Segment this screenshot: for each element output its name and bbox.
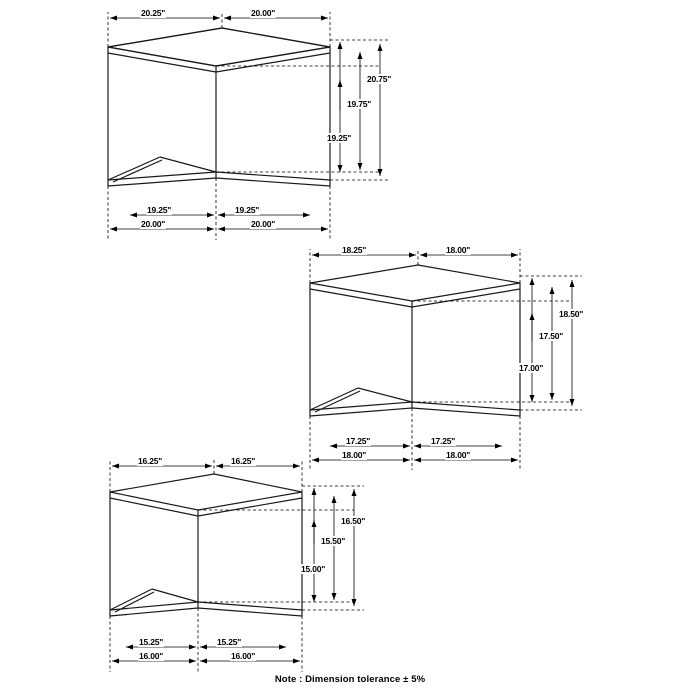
tolerance-note: Note : Dimension tolerance ± 5% — [274, 674, 426, 685]
small-top-width-left: 16.25" — [138, 456, 163, 466]
medium-top-width-right: 18.00" — [446, 245, 471, 255]
medium-table-drawing — [200, 235, 620, 480]
small-base-outer-right: 16.00" — [231, 651, 256, 661]
medium-height-mid: 17.50" — [539, 331, 564, 341]
small-top-width-right: 16.25" — [231, 456, 256, 466]
large-height-mid: 19.75" — [347, 99, 372, 109]
large-base-inner-right: 19.25" — [235, 205, 260, 215]
medium-table-figure — [200, 235, 620, 480]
large-table-drawing — [0, 0, 420, 250]
large-top-width-left: 20.25" — [141, 8, 166, 18]
large-top-width-right: 20.00" — [251, 8, 276, 18]
medium-base-inner-left: 17.25" — [346, 436, 371, 446]
medium-height-overall: 18.50" — [559, 309, 584, 319]
large-base-inner-left: 19.25" — [147, 205, 172, 215]
large-height-low: 19.25" — [327, 133, 352, 143]
small-base-inner-left: 15.25" — [139, 637, 164, 647]
large-table-figure — [0, 0, 420, 250]
large-base-outer-right: 20.00" — [251, 219, 276, 229]
medium-height-low: 17.00" — [519, 363, 544, 373]
small-height-overall: 16.50" — [341, 516, 366, 526]
medium-base-outer-right: 18.00" — [446, 450, 471, 460]
large-base-outer-left: 20.00" — [141, 219, 166, 229]
small-base-inner-right: 15.25" — [217, 637, 242, 647]
large-height-overall: 20.75" — [367, 74, 392, 84]
small-height-mid: 15.50" — [321, 536, 346, 546]
medium-top-width-left: 18.25" — [342, 245, 367, 255]
small-table-drawing — [0, 450, 420, 680]
small-table-figure — [0, 450, 420, 680]
medium-base-inner-right: 17.25" — [431, 436, 456, 446]
small-height-low: 15.00" — [301, 564, 326, 574]
small-base-outer-left: 16.00" — [139, 651, 164, 661]
medium-base-outer-left: 18.00" — [342, 450, 367, 460]
